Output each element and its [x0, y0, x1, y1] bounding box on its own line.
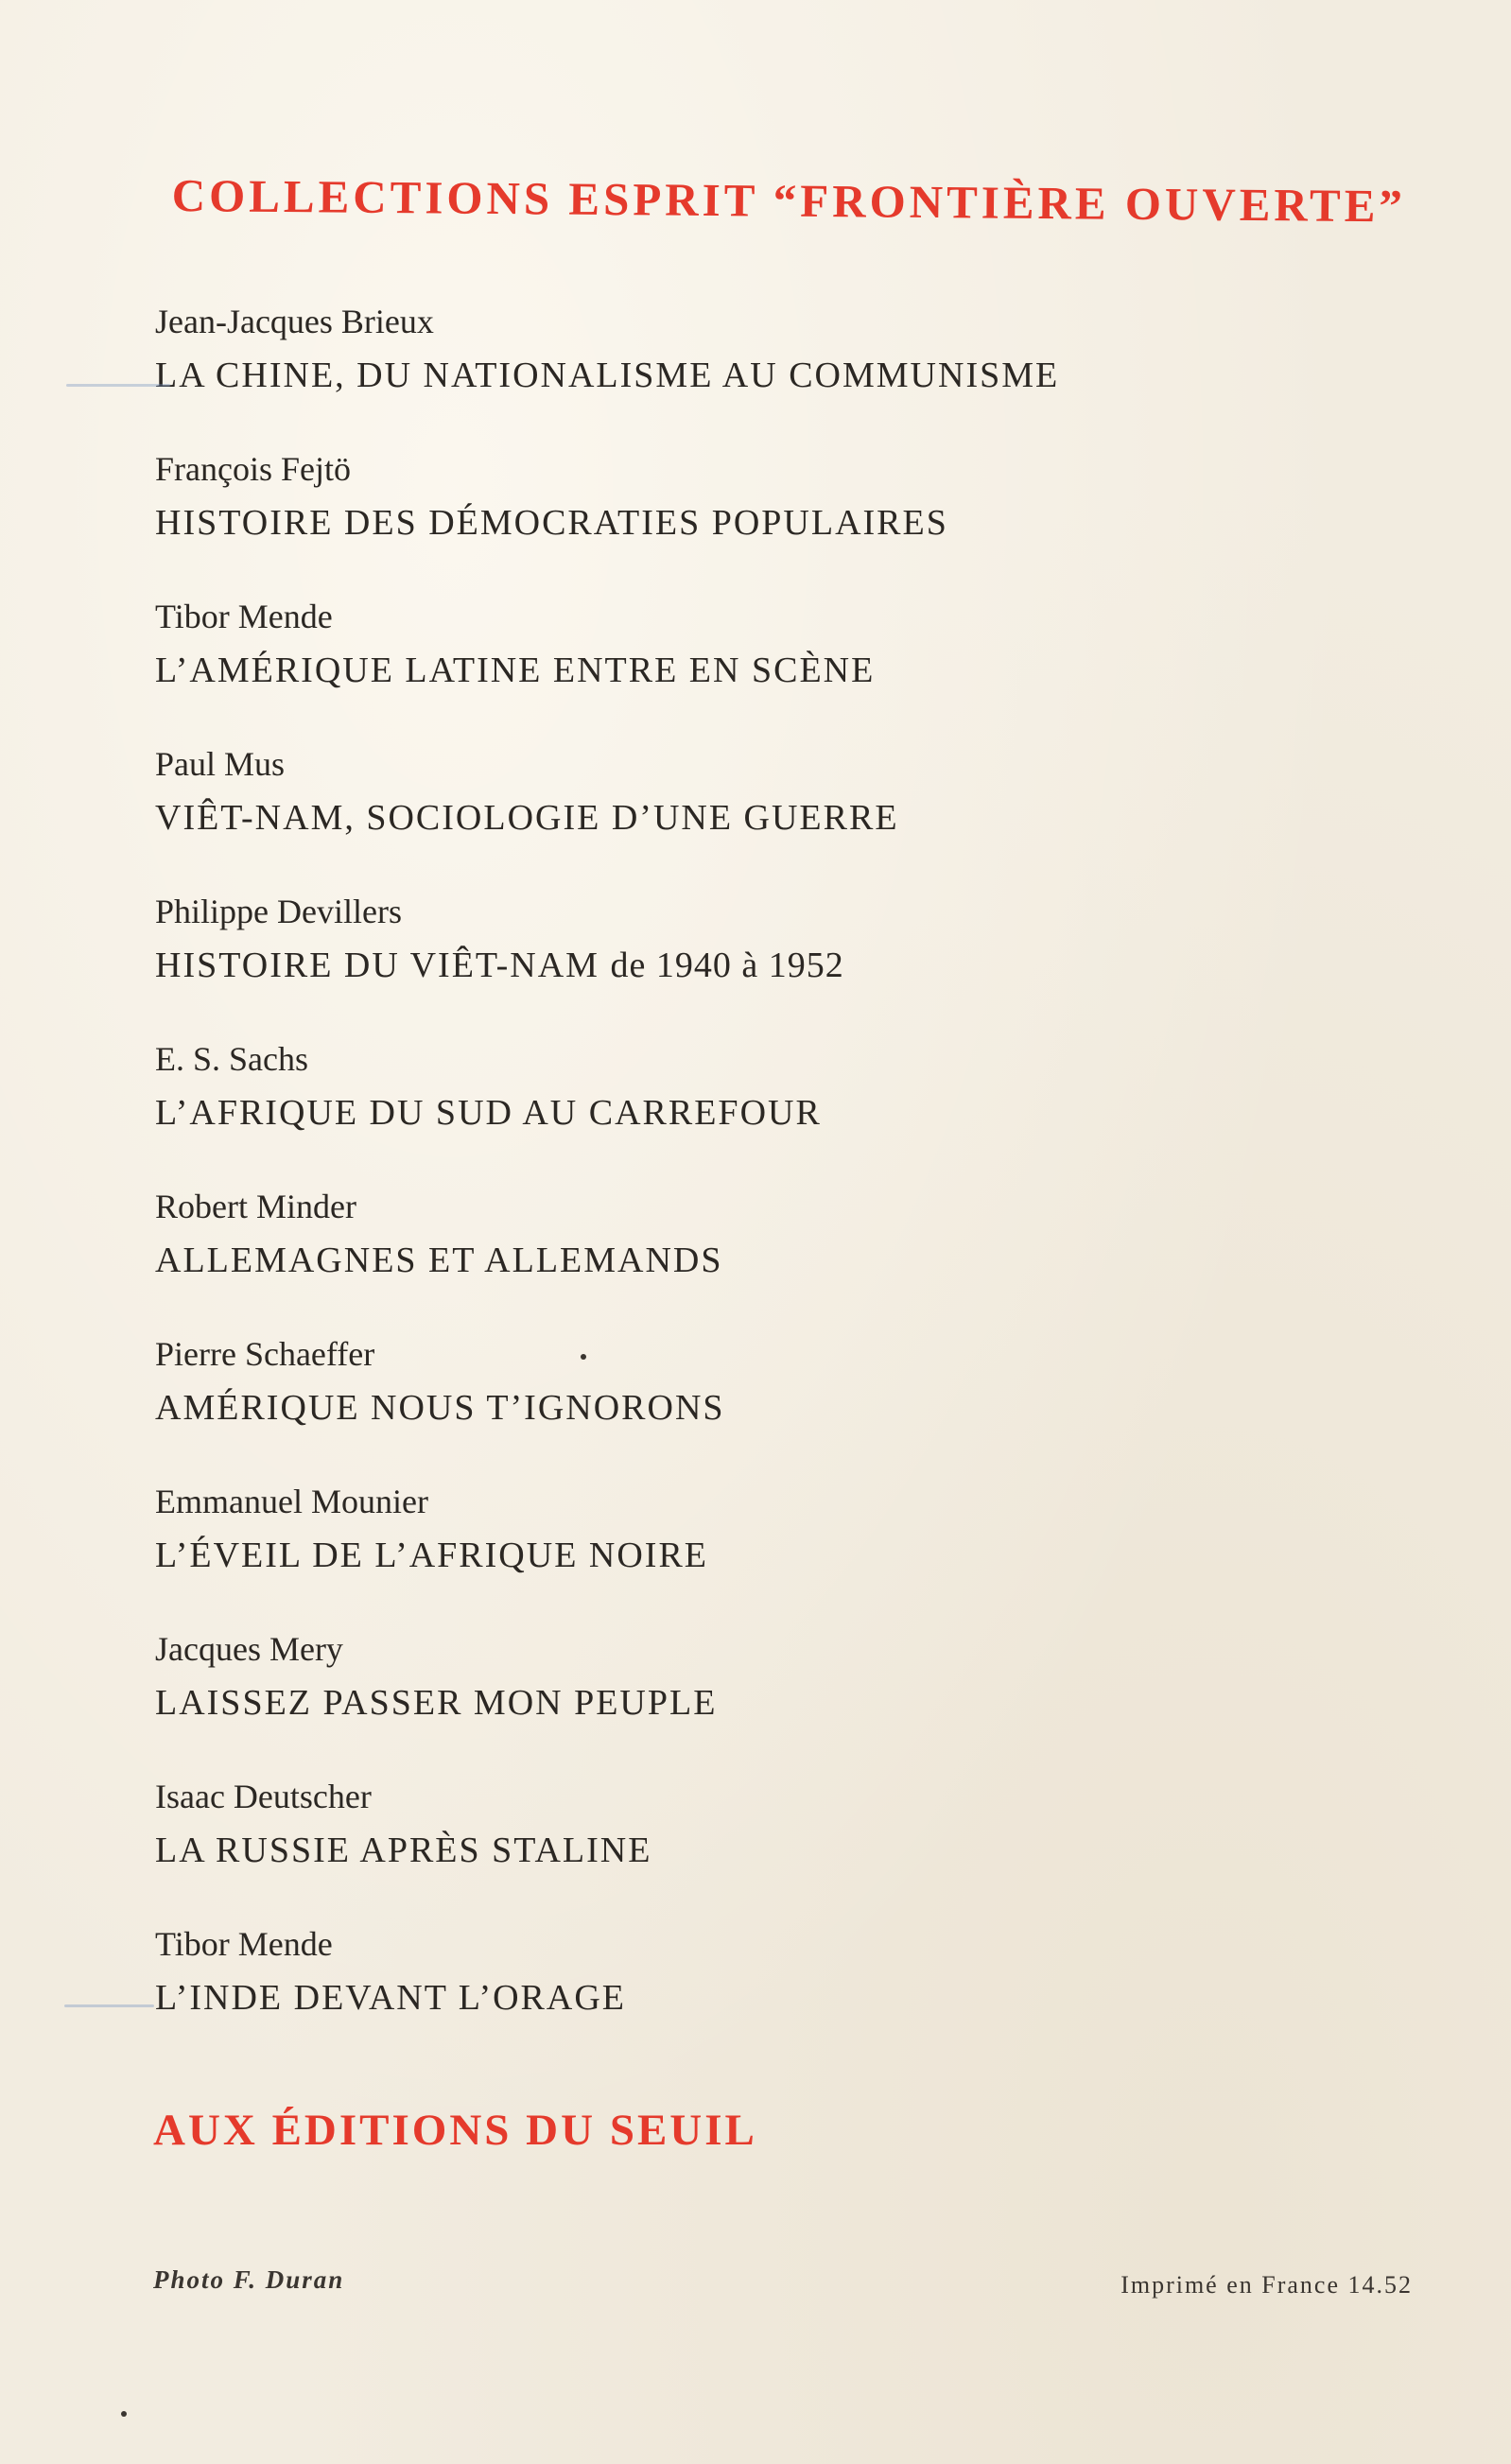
book-title: AMÉRIQUE NOUS T’IGNORONS	[155, 1388, 725, 1428]
author-name: Emmanuel Mounier	[155, 1483, 428, 1520]
author-name: Robert Minder	[155, 1188, 356, 1225]
author-name: Tibor Mende	[155, 1925, 333, 1963]
book-title: L’INDE DEVANT L’ORAGE	[155, 1978, 626, 2018]
book-title: LAISSEZ PASSER MON PEUPLE	[155, 1683, 718, 1723]
list-item	[155, 301, 1242, 448]
list-item	[155, 1776, 1242, 1923]
author-name: Tibor Mende	[155, 598, 333, 635]
list-item	[155, 1923, 1242, 2071]
book-title: L’ÉVEIL DE L’AFRIQUE NOIRE	[155, 1536, 709, 1575]
pen-mark-decoration	[64, 2004, 154, 2007]
book-title: VIÊT-NAM, SOCIOLOGIE D’UNE GUERRE	[155, 798, 899, 838]
list-item	[155, 1038, 1242, 1186]
book-title: LA RUSSIE APRÈS STALINE	[155, 1831, 652, 1870]
list-item	[155, 596, 1242, 743]
book-list	[155, 301, 1242, 2071]
author-name: Philippe Devillers	[155, 893, 402, 930]
author-name: Jacques Mery	[155, 1630, 343, 1668]
book-title-with-dates	[155, 944, 1242, 987]
author-name: François Fejtö	[155, 450, 351, 488]
printing-note: Imprimé en France 14.52	[1120, 2271, 1413, 2299]
pen-mark-decoration	[66, 384, 170, 387]
publisher-line: AUX ÉDITIONS DU SEUIL	[153, 2106, 757, 2155]
list-item	[155, 1186, 1242, 1333]
ink-speck-decoration	[121, 2411, 127, 2417]
author-name: Isaac Deutscher	[155, 1778, 372, 1815]
list-item	[155, 1628, 1242, 1776]
book-title: ALLEMAGNES ET ALLEMANDS	[155, 1241, 723, 1280]
list-item	[155, 1333, 1242, 1481]
book-title: LA CHINE, DU NATIONALISME AU COMMUNISME	[155, 356, 1060, 395]
book-title: L’AMÉRIQUE LATINE ENTRE EN SCÈNE	[155, 651, 876, 690]
photo-credit: Photo F. Duran	[153, 2265, 345, 2294]
book-title: L’AFRIQUE DU SUD AU CARREFOUR	[155, 1093, 822, 1133]
list-item	[155, 1481, 1242, 1628]
list-item	[155, 743, 1242, 891]
book-title: HISTOIRE DU VIÊT-NAM	[155, 946, 599, 985]
author-name: Paul Mus	[155, 745, 286, 783]
ink-speck-decoration	[581, 1354, 586, 1360]
author-name: Pierre Schaeffer	[155, 1335, 375, 1373]
author-name: E. S. Sachs	[155, 1040, 308, 1078]
collection-heading: COLLECTIONS ESPRIT “FRONTIÈRE OUVERTE”	[171, 168, 1407, 233]
list-item	[155, 448, 1242, 596]
book-title-dates: de 1940 à 1952	[610, 946, 844, 985]
author-name: Jean-Jacques Brieux	[155, 303, 434, 340]
book-title: HISTOIRE DES DÉMOCRATIES POPULAIRES	[155, 503, 948, 543]
list-item	[155, 891, 1242, 1038]
